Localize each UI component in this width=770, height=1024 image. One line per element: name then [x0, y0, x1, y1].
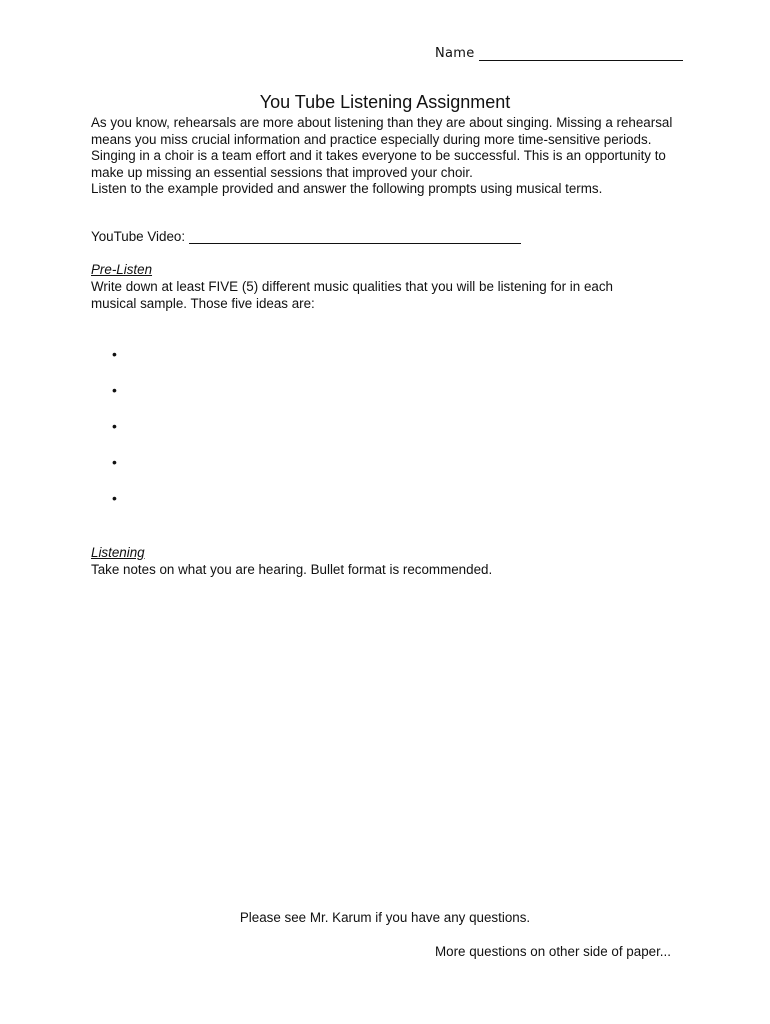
youtube-video-blank-line — [189, 230, 521, 244]
listening-instructions: Take notes on what you are hearing. Bullet format is recommended. — [91, 562, 493, 577]
pre-listen-instructions: Write down at least FIVE (5) different music qualities that you will be listening for in each musical sample. Those five ideas are: — [91, 279, 613, 311]
pre-listen-bullet-list — [112, 346, 117, 526]
list-item: • — [112, 454, 117, 470]
intro-text — [91, 115, 691, 198]
name-blank-line — [479, 46, 683, 61]
listening-heading: Listening — [91, 545, 145, 560]
more-questions-note: More questions on other side of paper... — [435, 944, 671, 959]
intro-instruction: Listen to the example provided and answer the following prompts using musical terms. — [91, 181, 603, 196]
intro-paragraph: As you know, rehearsals are more about listening than they are about singing. Missing a rehearsal means you miss crucial information and practice especially during more time-sensitive periods. Singing in a choir is a team effort and it takes everyone to be successful. This is an opportunity to make up missing an essential sessions that improved your choir. — [91, 115, 673, 180]
name-field — [435, 46, 683, 61]
list-item: • — [112, 490, 117, 506]
youtube-video-field — [91, 229, 521, 244]
pre-listen-heading: Pre-Listen — [91, 262, 153, 277]
page-title: You Tube Listening Assignment — [259, 92, 511, 112]
list-item: • — [112, 382, 117, 398]
contact-note: Please see Mr. Karum if you have any questions. — [239, 910, 531, 925]
name-label: Name — [435, 46, 475, 61]
list-item: • — [112, 346, 117, 362]
list-item: • — [112, 418, 117, 434]
youtube-video-label: YouTube Video: — [91, 229, 186, 244]
